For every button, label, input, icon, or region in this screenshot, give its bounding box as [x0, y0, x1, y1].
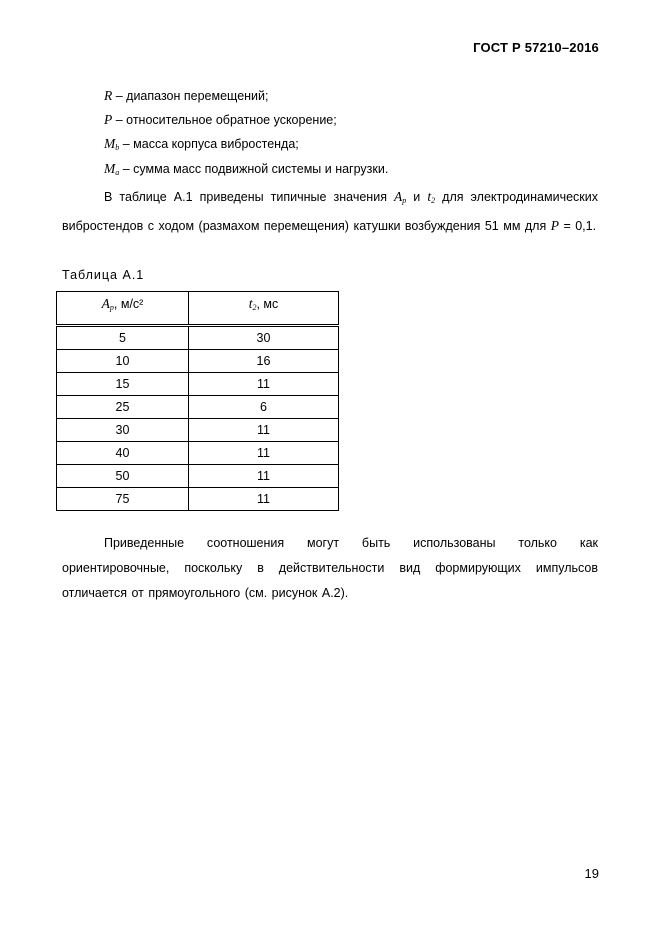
symbol-t2: t	[427, 189, 432, 204]
definition-text: – относительное обратное ускорение;	[112, 113, 337, 127]
column-header-t2: $t_2$, мс	[189, 292, 339, 326]
definition-text: – диапазон перемещений;	[112, 89, 269, 103]
table-cell: 15	[57, 373, 189, 396]
data-table	[56, 291, 339, 511]
definition-p	[104, 112, 337, 128]
symbol: M	[104, 161, 116, 176]
definition-ma	[104, 161, 388, 177]
table-row	[57, 442, 339, 465]
table-cell: 11	[189, 488, 339, 511]
table-row	[57, 373, 339, 396]
page-number: 19	[584, 866, 599, 881]
table-cell: 11	[189, 373, 339, 396]
definition-r	[104, 88, 268, 104]
table-row	[57, 465, 339, 488]
table-cell: 11	[189, 442, 339, 465]
symbol-p: P	[550, 218, 559, 233]
table-cell: 30	[189, 326, 339, 350]
column-header-ap: $A_p$, м/с²	[57, 292, 189, 326]
table-row	[57, 396, 339, 419]
table-cell: 16	[189, 350, 339, 373]
table-cell: 50	[57, 465, 189, 488]
symbol: R	[104, 88, 113, 103]
table-cell: 75	[57, 488, 189, 511]
table-row	[57, 488, 339, 511]
table-cell: 6	[189, 396, 339, 419]
table-cell: 10	[57, 350, 189, 373]
document-id-header: ГОСТ Р 57210–2016	[473, 40, 599, 55]
table-row	[57, 326, 339, 350]
definition-mb	[104, 136, 299, 152]
definition-text: – масса корпуса вибростенда;	[119, 137, 299, 151]
definition-text: – сумма масс подвижной системы и нагрузки.	[119, 162, 389, 176]
symbol-subscript: b	[115, 143, 120, 152]
table-cell: 25	[57, 396, 189, 419]
table-cell: 11	[189, 419, 339, 442]
table-cell: 30	[57, 419, 189, 442]
paragraph-table-intro: В таблице А.1 приведены типичные значения $A_p$ и $t_2$ для электродинамических вибростендов с ходом (размахом перемещения) катушки возбуждения 51 мм для P = 0,1.	[62, 189, 598, 233]
table-row	[57, 419, 339, 442]
paragraph-conclusion: Приведенные соотношения могут быть использованы только как ориентировочные, поскольку в действительности вид формирующих импульсов отличается от прямоугольного (см. рисунок А.2).	[62, 536, 598, 600]
table-caption: Таблица А.1	[62, 268, 145, 282]
symbol-ap: A	[394, 189, 403, 204]
table-cell: 11	[189, 465, 339, 488]
table-cell: 40	[57, 442, 189, 465]
table-cell: 5	[57, 326, 189, 350]
symbol: M	[104, 136, 116, 151]
table-row	[57, 350, 339, 373]
symbol-subscript: a	[115, 168, 120, 177]
symbol: P	[104, 112, 113, 127]
table-header-row	[57, 292, 339, 326]
